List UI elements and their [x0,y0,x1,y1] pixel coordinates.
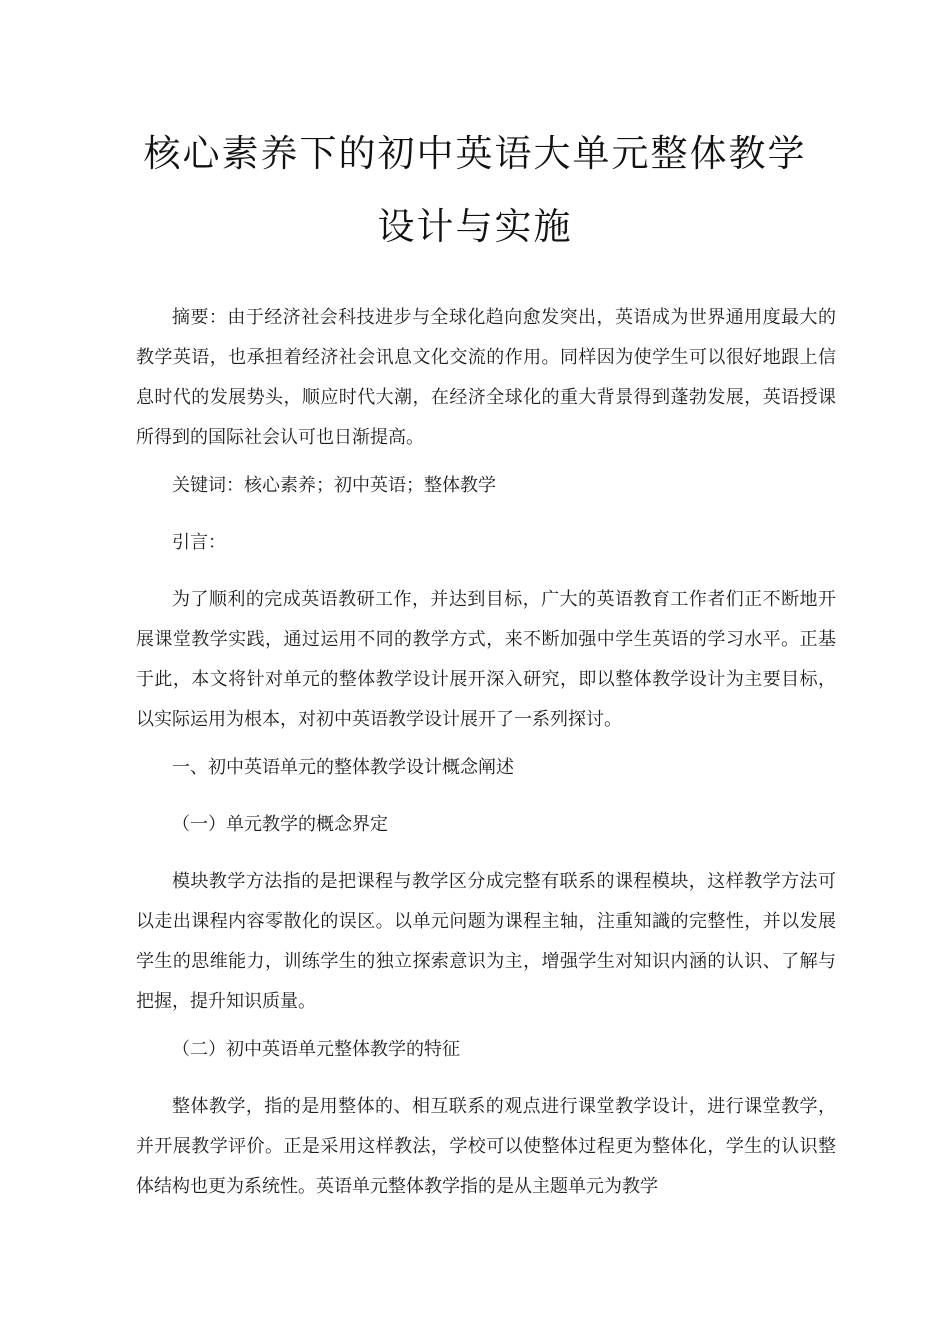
subsection-1-paragraph: 模块教学方法指的是把课程与教学区分成完整有联系的课程模块，这样教学方法可以走出课程内容零散化的误区。以单元问题为课程主轴，注重知識的完整性，并以发展学生的思维能力，训练学生的独立探索意识为主，增强学生对知识内涵的认识、了解与把握，提升知识质量。 [136,871,836,1012]
document-title-line-2: 设计与实施 [377,205,573,248]
abstract-paragraph: 摘要：由于经济社会科技进步与全球化趋向愈发突出，英语成为世界通用度最大的教学英语，也承担着经济社会讯息文化交流的作用。同样因为使学生可以很好地跟上信息时代的发展势头，顺应时代大潮，在经济全球化的重大背景得到蓬勃发展，英语授课所得到的国际社会认可也日渐提高。 [136,307,836,448]
subsection-2-paragraph: 整体教学，指的是用整体的、相互联系的观点进行课堂教学设计，进行课堂教学，并开展教学评价。正是采用这样教法，学校可以使整体过程更为整体化，学生的认识整体结构也更为系统性。英语单元整体教学指的是从主题单元为教学 [136,1096,836,1197]
intro-label: 引言： [172,532,226,553]
subsection-1-heading: （一）单元教学的概念界定 [172,814,388,835]
subsection-2-heading: （二）初中英语单元整体教学的特征 [172,1039,460,1060]
document-title-line-1: 核心素养下的初中英语大单元整体教学 [143,132,807,175]
keywords-line: 关键词：核心素养；初中英语；整体教学 [172,475,496,496]
intro-paragraph: 为了顺利的完成英语教研工作，并达到目标，广大的英语教育工作者们正不断地开展课堂教学实践，通过运用不同的教学方式，来不断加强中学生英语的学习水平。正基于此，本文将针对单元的整体教学设计展开深入研究，即以整体教学设计为主要目标，以实际运用为根本，对初中英语教学设计展开了一系列探讨。 [136,589,836,730]
section-1-heading: 一、初中英语单元的整体教学设计概念阐述 [172,757,514,778]
